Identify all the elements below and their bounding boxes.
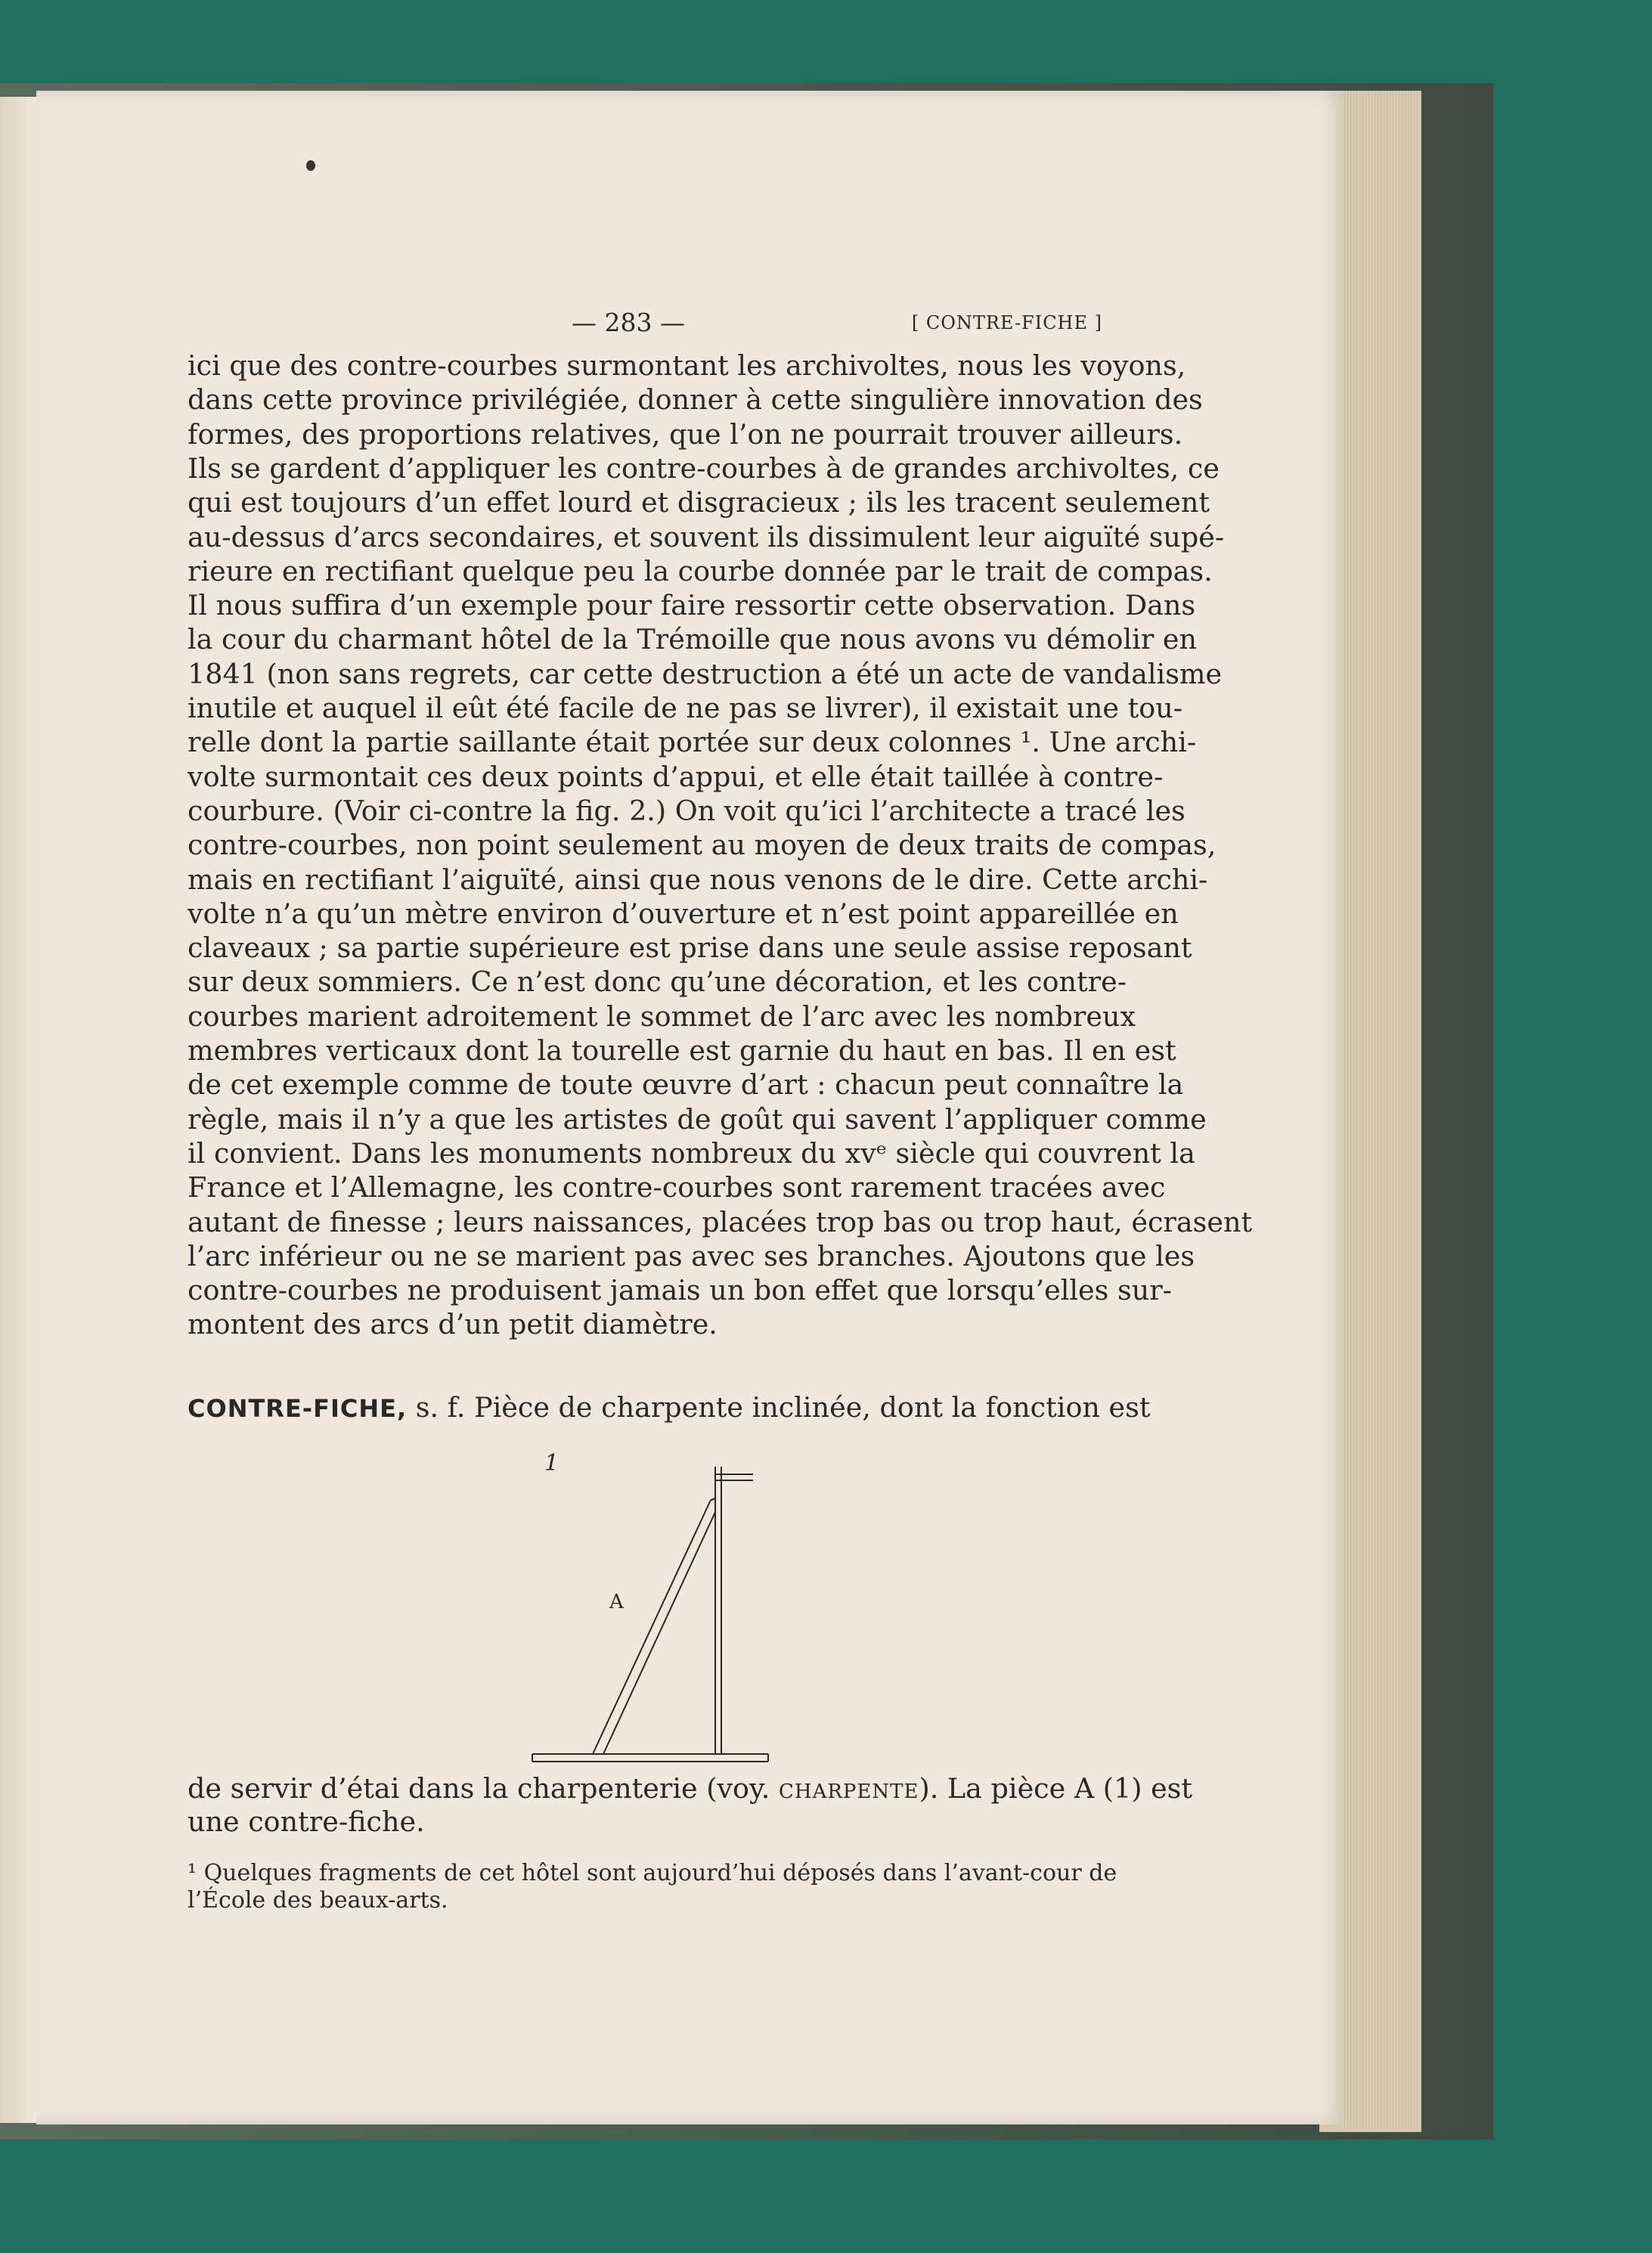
body-line: Il nous suffira d’un exemple pour faire ressortir cette observation. Dans — [188, 589, 1196, 621]
body-line: courbes marient adroitement le sommet de l’arc avec les nombreux — [188, 1000, 1136, 1033]
body-line: il convient. Dans les monuments nombreux du xvᵉ siècle qui couvrent la — [188, 1137, 1195, 1170]
body-line: inutile et auquel il eût été facile de ne pas se livrer), il existait une tou- — [188, 692, 1183, 724]
body-line: montent des arcs d’un petit diamètre. — [188, 1308, 718, 1340]
body-line: 1841 (non sans regrets, car cette destruction a été un acte de vandalisme — [188, 658, 1223, 690]
figure-brace-outer — [593, 1500, 711, 1754]
entry-text-before-crossref: de servir d’étai dans la charpenterie (voy. — [188, 1772, 780, 1805]
body-line: autant de finesse ; leurs naissances, placées trop bas ou trop haut, écrasent — [188, 1206, 1253, 1238]
body-line: courbure. (Voir ci-contre la fig. 2.) On voit qu’ici l’architecte a tracé les — [188, 795, 1186, 827]
body-line: qui est toujours d’un effet lourd et disgracieux ; ils les tracent seulement — [188, 486, 1210, 519]
body-line: volte n’a qu’un mètre environ d’ouverture et n’est point appareillée en — [188, 897, 1179, 930]
body-line: au-dessus d’arcs secondaires, et souvent ils dissimulent leur aiguïté supé- — [188, 521, 1225, 553]
body-line: Ils se gardent d’appliquer les contre-courbes à de grandes archivoltes, ce — [188, 452, 1220, 485]
entry-crossref: CHARPENTE — [779, 1780, 919, 1803]
ink-spot — [306, 160, 315, 171]
figure-piece-label: A — [609, 1591, 624, 1613]
body-line: formes, des proportions relatives, que l’on ne pourrait trouver ailleurs. — [188, 418, 1183, 451]
body-line: volte surmontait ces deux points d’appui, et elle était taillée à contre- — [188, 761, 1164, 793]
entry-line-1 — [188, 1391, 1151, 1424]
body-line: rieure en rectifiant quelque peu la courbe donnée par le trait de compas. — [188, 555, 1213, 587]
figure-number-label: 1 — [544, 1450, 559, 1477]
body-line: ici que des contre-courbes surmontant les archivoltes, nous les voyons, — [188, 349, 1186, 382]
body-line: relle dont la partie saillante était portée sur deux colonnes ¹. Une archi- — [188, 726, 1197, 758]
running-head — [188, 306, 1102, 339]
body-line: contre-courbes ne produisent jamais un bon effet que lorsqu’elles sur- — [188, 1274, 1173, 1306]
left-page-edge — [0, 97, 36, 2123]
body-line: règle, mais il n’y a que les artistes de goût qui savent l’appliquer comme — [188, 1103, 1207, 1136]
body-line: claveaux ; sa partie supérieure est prise dans une seule assise reposant — [188, 931, 1192, 964]
body-line: contre-courbes, non point seulement au moyen de deux traits de compas, — [188, 829, 1217, 861]
footnote-line-1: ¹ Quelques fragments de cet hôtel sont aujourd’hui déposés dans l’avant-cour de — [188, 1860, 1117, 1886]
body-line: mais en rectifiant l’aiguïté, ainsi que nous venons de le dire. Cette archi- — [188, 863, 1208, 896]
entry-text-after-crossref: ). La pièce A (1) est — [919, 1772, 1193, 1805]
body-line: l’arc inférieur ou ne se marient pas avec ses branches. Ajoutons que les — [188, 1240, 1195, 1272]
entry-definition-start: s. f. Pièce de charpente inclinée, dont la fonction est — [407, 1391, 1151, 1424]
entry-line-2 — [188, 1772, 1193, 1805]
body-line: sur deux sommiers. Ce n’est donc qu’une décoration, et les contre- — [188, 965, 1127, 998]
body-line: dans cette province privilégiée, donner à cette singulière innovation des — [188, 383, 1203, 416]
page-number: — 283 — — [572, 308, 685, 337]
section-label: [ CONTRE-FICHE ] — [911, 312, 1102, 333]
entry-line-3: une contre-fiche. — [188, 1805, 425, 1838]
body-line: la cour du charmant hôtel de la Trémoille que nous avons vu démolir en — [188, 623, 1198, 655]
footnote-line-2: l’École des beaux-arts. — [188, 1887, 448, 1914]
entry-headword: CONTRE-FICHE, — [188, 1394, 408, 1423]
figure-contre-fiche — [522, 1436, 779, 1769]
body-line: membres verticaux dont la tourelle est garnie du haut en bas. Il en est — [188, 1034, 1176, 1067]
body-line: de cet exemple comme de toute œuvre d’art : chacun peut connaître la — [188, 1068, 1184, 1101]
figure-brace-inner — [603, 1512, 715, 1754]
body-line: France et l’Allemagne, les contre-courbes sont rarement tracées avec — [188, 1171, 1166, 1204]
